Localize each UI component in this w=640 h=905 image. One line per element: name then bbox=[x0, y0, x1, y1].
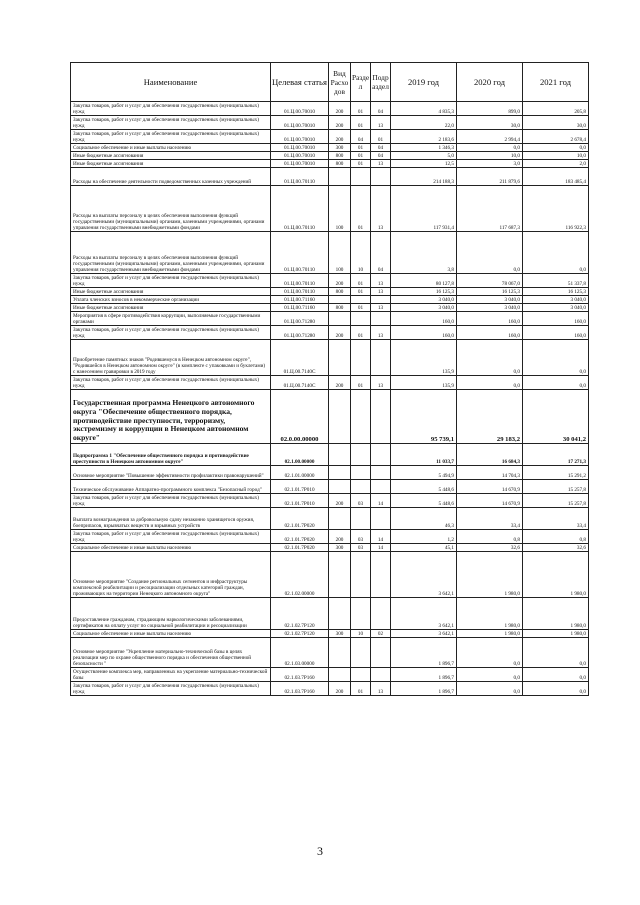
section-cell bbox=[351, 480, 371, 494]
target-article-cell: 02.1.00.00000 bbox=[271, 444, 329, 466]
expense-type-cell bbox=[329, 390, 351, 444]
target-article-cell: 01.Ц.00.70010 bbox=[271, 130, 329, 144]
amount-2019-cell: 214 188,3 bbox=[391, 168, 457, 186]
section-cell bbox=[351, 598, 371, 630]
expense-type-cell: 100 bbox=[329, 186, 351, 232]
section-cell: 01 bbox=[351, 274, 371, 288]
subsection-cell bbox=[371, 552, 391, 598]
amount-2021-cell: 32,6 bbox=[523, 544, 589, 552]
row-name-cell: Иные бюджетные ассигнования bbox=[71, 160, 271, 168]
amount-2019-cell: 4 835,3 bbox=[391, 102, 457, 116]
expense-type-cell: 200 bbox=[329, 102, 351, 116]
amount-2020-cell: 33,4 bbox=[457, 508, 523, 530]
row-name-cell: Закупка товаров, работ и услуг для обеспечения государственных (муниципальных) нужд bbox=[71, 116, 271, 130]
amount-2020-cell: 16 684,3 bbox=[457, 444, 523, 466]
target-article-cell: 02.1.01.7Р010 bbox=[271, 494, 329, 508]
expense-type-cell bbox=[329, 466, 351, 480]
amount-2021-cell: 15 257,8 bbox=[523, 494, 589, 508]
expense-type-cell bbox=[329, 168, 351, 186]
subsection-cell bbox=[371, 296, 391, 304]
amount-2019-cell: 1 896,7 bbox=[391, 668, 457, 682]
expense-type-cell: 200 bbox=[329, 530, 351, 544]
target-article-cell: 01.Ц.00.70110 bbox=[271, 232, 329, 274]
subsection-cell: 13 bbox=[371, 116, 391, 130]
page-number: 3 bbox=[317, 844, 323, 858]
subsection-cell bbox=[371, 638, 391, 668]
subsection-cell bbox=[371, 168, 391, 186]
subsection-cell bbox=[371, 312, 391, 326]
row-name-cell: Основное мероприятие "Повышение эффективности профилактики правонарушений" bbox=[71, 466, 271, 480]
amount-2021-cell: 51 337,8 bbox=[523, 274, 589, 288]
section-cell: 03 bbox=[351, 530, 371, 544]
header-target-article: Целевая статья bbox=[271, 63, 329, 102]
section-cell bbox=[351, 340, 371, 376]
row-name-cell: Закупка товаров, работ и услуг для обеспечения государственных (муниципальных) нужд bbox=[71, 326, 271, 340]
subsection-cell bbox=[371, 390, 391, 444]
subsection-cell: 04 bbox=[371, 102, 391, 116]
target-article-cell: 02.1.02.00000 bbox=[271, 552, 329, 598]
expense-type-cell bbox=[329, 312, 351, 326]
row-name-cell: Основное мероприятие "Создание региональных сегментов и инфраструктуры комплексной реабилитации и ресоциализации отдельных категорий граждан, проживающих на территории Ненецкого автономного округа" bbox=[71, 552, 271, 598]
amount-2019-cell: 11 033,7 bbox=[391, 444, 457, 466]
table-row bbox=[71, 312, 589, 326]
target-article-cell: 02.1.03.00000 bbox=[271, 638, 329, 668]
target-article-cell: 01.Ц.00.71280 bbox=[271, 312, 329, 326]
target-article-cell: 01.Ц.00.70010 bbox=[271, 160, 329, 168]
row-name-cell: Закупка товаров, работ и услуг для обеспечения государственных (муниципальных) нужд bbox=[71, 494, 271, 508]
amount-2021-cell: 16 125,3 bbox=[523, 288, 589, 296]
header-year-2019: 2019 год bbox=[391, 63, 457, 102]
subsection-cell: 13 bbox=[371, 186, 391, 232]
amount-2019-cell: 160,0 bbox=[391, 326, 457, 340]
amount-2020-cell: 160,0 bbox=[457, 326, 523, 340]
section-cell: 04 bbox=[351, 130, 371, 144]
target-article-cell: 02.1.01.7Р020 bbox=[271, 544, 329, 552]
section-cell bbox=[351, 668, 371, 682]
amount-2019-cell: 1,2 bbox=[391, 530, 457, 544]
amount-2020-cell: 1 980,0 bbox=[457, 598, 523, 630]
table-row bbox=[71, 160, 589, 168]
expense-type-cell: 200 bbox=[329, 326, 351, 340]
table-row bbox=[71, 116, 589, 130]
row-name-cell: Приобретение памятных знаков "Родившемуся в Ненецком автономном округе", "Родившейся в Ненецком автономном округе" (в комплекте с упаковками и буклетами) с нанесением гравировки в 2019 году bbox=[71, 340, 271, 376]
amount-2019-cell: 3,8 bbox=[391, 232, 457, 274]
amount-2021-cell: 0,0 bbox=[523, 144, 589, 152]
row-name-cell: Закупка товаров, работ и услуг для обеспечения государственных (муниципальных) нужд bbox=[71, 530, 271, 544]
expense-type-cell bbox=[329, 296, 351, 304]
target-article-cell: 01.Ц.00.70110 bbox=[271, 168, 329, 186]
table-row bbox=[71, 186, 589, 232]
amount-2021-cell: 2,0 bbox=[523, 160, 589, 168]
amount-2019-cell: 3 040,0 bbox=[391, 296, 457, 304]
amount-2021-cell: 0,0 bbox=[523, 232, 589, 274]
amount-2019-cell: 2 183,6 bbox=[391, 130, 457, 144]
amount-2021-cell: 0,0 bbox=[523, 376, 589, 390]
amount-2020-cell: 0,8 bbox=[457, 530, 523, 544]
table-row bbox=[71, 144, 589, 152]
expense-type-cell: 300 bbox=[329, 544, 351, 552]
amount-2021-cell: 205,8 bbox=[523, 102, 589, 116]
table-header bbox=[71, 63, 589, 102]
expense-type-cell: 200 bbox=[329, 494, 351, 508]
target-article-cell: 01.Ц.00.70010 bbox=[271, 102, 329, 116]
target-article-cell: 02.1.02.7Р120 bbox=[271, 598, 329, 630]
expense-type-cell: 300 bbox=[329, 630, 351, 638]
target-article-cell: 01.Ц.00.71160 bbox=[271, 296, 329, 304]
amount-2020-cell: 16 125,3 bbox=[457, 288, 523, 296]
table-row bbox=[71, 638, 589, 668]
subsection-cell: 13 bbox=[371, 288, 391, 296]
section-cell bbox=[351, 168, 371, 186]
subsection-cell: 13 bbox=[371, 274, 391, 288]
section-cell bbox=[351, 312, 371, 326]
amount-2020-cell: 14 670,9 bbox=[457, 480, 523, 494]
row-name-cell: Закупка товаров, работ и услуг для обеспечения государственных (муниципальных) нужд bbox=[71, 130, 271, 144]
amount-2020-cell: 1 980,0 bbox=[457, 630, 523, 638]
amount-2021-cell: 0,0 bbox=[523, 682, 589, 696]
target-article-cell: 01.Ц.00.70110 bbox=[271, 288, 329, 296]
amount-2021-cell: 0,0 bbox=[523, 668, 589, 682]
subsection-cell bbox=[371, 340, 391, 376]
expense-type-cell: 200 bbox=[329, 274, 351, 288]
section-cell bbox=[351, 552, 371, 598]
amount-2021-cell: 15 291,2 bbox=[523, 466, 589, 480]
target-article-cell: 02.0.00.00000 bbox=[271, 390, 329, 444]
subsection-cell bbox=[371, 598, 391, 630]
section-cell bbox=[351, 444, 371, 466]
subsection-cell bbox=[371, 444, 391, 466]
table-row bbox=[71, 390, 589, 444]
target-article-cell: 01.Ц.00.70010 bbox=[271, 116, 329, 130]
row-name-cell: Закупка товаров, работ и услуг для обеспечения государственных (муниципальных) нужд bbox=[71, 102, 271, 116]
amount-2021-cell: 116 922,3 bbox=[523, 186, 589, 232]
amount-2021-cell: 1 980,0 bbox=[523, 552, 589, 598]
amount-2019-cell: 22,0 bbox=[391, 116, 457, 130]
section-cell bbox=[351, 508, 371, 530]
amount-2020-cell: 3 040,0 bbox=[457, 296, 523, 304]
header-year-2020: 2020 год bbox=[457, 63, 523, 102]
row-name-cell: Уплата членских взносов в некоммерческие организации bbox=[71, 296, 271, 304]
amount-2020-cell: 0,0 bbox=[457, 668, 523, 682]
expense-type-cell: 300 bbox=[329, 144, 351, 152]
section-cell: 03 bbox=[351, 544, 371, 552]
expense-type-cell bbox=[329, 668, 351, 682]
amount-2019-cell: 1 896,7 bbox=[391, 682, 457, 696]
amount-2021-cell: 0,0 bbox=[523, 340, 589, 376]
amount-2019-cell: 16 125,3 bbox=[391, 288, 457, 296]
row-name-cell: Иные бюджетные ассигнования bbox=[71, 288, 271, 296]
expense-type-cell: 800 bbox=[329, 304, 351, 312]
table-row bbox=[71, 274, 589, 288]
amount-2019-cell: 3 642,1 bbox=[391, 552, 457, 598]
section-cell: 03 bbox=[351, 494, 371, 508]
subsection-cell: 13 bbox=[371, 326, 391, 340]
row-name-cell: Выплата вознаграждения за добровольную сдачу незаконно хранящегося оружия, боеприпасов, взрывчатых веществ и взрывных устройств bbox=[71, 508, 271, 530]
table-row bbox=[71, 304, 589, 312]
amount-2021-cell: 160,0 bbox=[523, 312, 589, 326]
target-article-cell: 01.Ц.00.70010 bbox=[271, 152, 329, 160]
expense-type-cell: 200 bbox=[329, 682, 351, 696]
row-name-cell: Закупка товаров, работ и услуг для обеспечения государственных (муниципальных) нужд bbox=[71, 376, 271, 390]
row-name-cell: Иные бюджетные ассигнования bbox=[71, 304, 271, 312]
expense-type-cell: 200 bbox=[329, 130, 351, 144]
section-cell: 01 bbox=[351, 304, 371, 312]
amount-2020-cell: 211 879,6 bbox=[457, 168, 523, 186]
amount-2020-cell: 0,0 bbox=[457, 376, 523, 390]
amount-2021-cell: 1 980,0 bbox=[523, 598, 589, 630]
expense-type-cell bbox=[329, 598, 351, 630]
table-row bbox=[71, 444, 589, 466]
amount-2020-cell: 29 183,2 bbox=[457, 390, 523, 444]
amount-2019-cell: 5,0 bbox=[391, 152, 457, 160]
section-cell: 01 bbox=[351, 144, 371, 152]
amount-2020-cell: 78 067,0 bbox=[457, 274, 523, 288]
header-year-2021: 2021 год bbox=[523, 63, 589, 102]
table-row bbox=[71, 466, 589, 480]
section-cell: 01 bbox=[351, 186, 371, 232]
amount-2019-cell: 135,9 bbox=[391, 340, 457, 376]
subsection-cell: 14 bbox=[371, 544, 391, 552]
header-section: Разде л bbox=[351, 63, 371, 102]
table-row bbox=[71, 630, 589, 638]
table-row bbox=[71, 668, 589, 682]
subsection-cell bbox=[371, 668, 391, 682]
target-article-cell: 02.1.03.7Р160 bbox=[271, 682, 329, 696]
section-cell bbox=[351, 390, 371, 444]
amount-2019-cell: 135,9 bbox=[391, 376, 457, 390]
amount-2021-cell: 0,0 bbox=[523, 638, 589, 668]
amount-2020-cell: 3,0 bbox=[457, 160, 523, 168]
expense-type-cell: 200 bbox=[329, 376, 351, 390]
section-cell: 01 bbox=[351, 682, 371, 696]
subsection-cell: 13 bbox=[371, 304, 391, 312]
row-name-cell: Социальное обеспечение и иные выплаты населению bbox=[71, 544, 271, 552]
target-article-cell: 01.Ц.00.70110 bbox=[271, 274, 329, 288]
subsection-cell: 14 bbox=[371, 530, 391, 544]
section-cell: 01 bbox=[351, 102, 371, 116]
amount-2019-cell: 3 642,1 bbox=[391, 598, 457, 630]
table-row bbox=[71, 544, 589, 552]
amount-2021-cell: 10,0 bbox=[523, 152, 589, 160]
table-row bbox=[71, 102, 589, 116]
row-name-cell: Социальное обеспечение и иные выплаты населению bbox=[71, 630, 271, 638]
expense-type-cell: 800 bbox=[329, 288, 351, 296]
table-row bbox=[71, 598, 589, 630]
expense-type-cell bbox=[329, 444, 351, 466]
target-article-cell: 02.1.03.7Р160 bbox=[271, 668, 329, 682]
amount-2019-cell: 1 346,3 bbox=[391, 144, 457, 152]
table-row bbox=[71, 168, 589, 186]
amount-2019-cell: 95 739,1 bbox=[391, 390, 457, 444]
amount-2020-cell: 0,0 bbox=[457, 638, 523, 668]
amount-2020-cell: 32,6 bbox=[457, 544, 523, 552]
table-row bbox=[71, 130, 589, 144]
target-article-cell: 01.Ц.00.7140С bbox=[271, 340, 329, 376]
amount-2021-cell: 0,8 bbox=[523, 530, 589, 544]
amount-2019-cell: 12,5 bbox=[391, 160, 457, 168]
amount-2019-cell: 3 040,0 bbox=[391, 304, 457, 312]
row-name-cell: Техническое обслуживание Аппаратно-программного комплекса "Безопасный город" bbox=[71, 480, 271, 494]
amount-2020-cell: 3 040,0 bbox=[457, 304, 523, 312]
section-cell: 01 bbox=[351, 152, 371, 160]
table-body bbox=[71, 102, 589, 696]
row-name-cell: Мероприятия в сфере противодействия коррупции, выполняемые государственными органами bbox=[71, 312, 271, 326]
amount-2021-cell: 183 485,4 bbox=[523, 168, 589, 186]
amount-2021-cell: 30,0 bbox=[523, 116, 589, 130]
subsection-cell: 13 bbox=[371, 160, 391, 168]
amount-2021-cell: 33,4 bbox=[523, 508, 589, 530]
expense-type-cell bbox=[329, 480, 351, 494]
amount-2020-cell: 160,0 bbox=[457, 312, 523, 326]
section-cell: 01 bbox=[351, 288, 371, 296]
expense-type-cell bbox=[329, 340, 351, 376]
section-cell bbox=[351, 638, 371, 668]
section-cell: 01 bbox=[351, 116, 371, 130]
table-row bbox=[71, 508, 589, 530]
section-cell: 01 bbox=[351, 160, 371, 168]
subsection-cell: 13 bbox=[371, 376, 391, 390]
subsection-cell bbox=[371, 466, 391, 480]
amount-2020-cell: 30,0 bbox=[457, 116, 523, 130]
amount-2019-cell: 160,0 bbox=[391, 312, 457, 326]
amount-2021-cell: 15 257,8 bbox=[523, 480, 589, 494]
target-article-cell: 01.Ц.00.71280 bbox=[271, 326, 329, 340]
table-row bbox=[71, 552, 589, 598]
amount-2021-cell: 17 271,3 bbox=[523, 444, 589, 466]
amount-2020-cell: 0,0 bbox=[457, 340, 523, 376]
subsection-cell: 04 bbox=[371, 144, 391, 152]
amount-2019-cell: 45,1 bbox=[391, 544, 457, 552]
amount-2019-cell: 80 127,8 bbox=[391, 274, 457, 288]
row-name-cell: Основное мероприятие "Укрепление материально-технической базы в целях реализации мер по охране общественного порядка и обеспечения общественной безопасности " bbox=[71, 638, 271, 668]
table-row bbox=[71, 232, 589, 274]
target-article-cell: 01.Ц.00.70010 bbox=[271, 144, 329, 152]
row-name-cell: Расходы на обеспечение деятельности подведомственных казенных учреждений bbox=[71, 168, 271, 186]
row-name-cell: Закупка товаров, работ и услуг для обеспечения государственных (муниципальных) нужд bbox=[71, 274, 271, 288]
amount-2021-cell: 3 040,0 bbox=[523, 304, 589, 312]
section-cell: 01 bbox=[351, 326, 371, 340]
section-cell bbox=[351, 466, 371, 480]
amount-2019-cell: 5 448,6 bbox=[391, 480, 457, 494]
budget-table bbox=[70, 62, 589, 696]
target-article-cell: 02.1.02.7Р120 bbox=[271, 630, 329, 638]
amount-2020-cell: 0,0 bbox=[457, 232, 523, 274]
subsection-cell: 13 bbox=[371, 682, 391, 696]
amount-2021-cell: 30 041,2 bbox=[523, 390, 589, 444]
subsection-cell: 04 bbox=[371, 232, 391, 274]
row-name-cell: Подпрограмма 1 "Обеспечение общественного порядка и противодействие преступности в Ненецком автономном округе" bbox=[71, 444, 271, 466]
table-row bbox=[71, 288, 589, 296]
amount-2020-cell: 14 670,9 bbox=[457, 494, 523, 508]
row-name-cell: Осуществление комплекса мер, направленных на укрепление материально-технической базы bbox=[71, 668, 271, 682]
expense-type-cell bbox=[329, 552, 351, 598]
table-row bbox=[71, 152, 589, 160]
amount-2021-cell: 1 980,0 bbox=[523, 630, 589, 638]
table-row bbox=[71, 480, 589, 494]
expense-type-cell: 800 bbox=[329, 160, 351, 168]
table-row bbox=[71, 340, 589, 376]
row-name-cell: Государственная программа Ненецкого автономного округа "Обеспечение общественного порядка, противодействие преступности, терроризму, экстремизму и коррупции в Ненецком автономном округе" bbox=[71, 390, 271, 444]
table-row bbox=[71, 376, 589, 390]
table-row bbox=[71, 326, 589, 340]
expense-type-cell bbox=[329, 638, 351, 668]
amount-2020-cell: 2 994,4 bbox=[457, 130, 523, 144]
target-article-cell: 01.Ц.00.71160 bbox=[271, 304, 329, 312]
header-subsection: Подр аздел bbox=[371, 63, 391, 102]
target-article-cell: 02.1.01.7Р020 bbox=[271, 508, 329, 530]
target-article-cell: 02.1.01.7Р020 bbox=[271, 530, 329, 544]
amount-2020-cell: 117 687,3 bbox=[457, 186, 523, 232]
amount-2020-cell: 899,0 bbox=[457, 102, 523, 116]
section-cell bbox=[351, 296, 371, 304]
amount-2019-cell: 46,3 bbox=[391, 508, 457, 530]
amount-2020-cell: 14 704,3 bbox=[457, 466, 523, 480]
expense-type-cell bbox=[329, 508, 351, 530]
amount-2021-cell: 2 678,4 bbox=[523, 130, 589, 144]
amount-2019-cell: 3 642,1 bbox=[391, 630, 457, 638]
target-article-cell: 01.Ц.00.70110 bbox=[271, 186, 329, 232]
subsection-cell bbox=[371, 508, 391, 530]
amount-2020-cell: 10,0 bbox=[457, 152, 523, 160]
amount-2019-cell: 117 931,4 bbox=[391, 186, 457, 232]
amount-2021-cell: 3 040,0 bbox=[523, 296, 589, 304]
row-name-cell: Социальное обеспечение и иные выплаты населению bbox=[71, 144, 271, 152]
header-name: Наименование bbox=[71, 63, 271, 102]
target-article-cell: 02.1.01.00000 bbox=[271, 466, 329, 480]
amount-2020-cell: 1 980,0 bbox=[457, 552, 523, 598]
target-article-cell: 02.1.01.7Р010 bbox=[271, 480, 329, 494]
target-article-cell: 01.Ц.00.7140С bbox=[271, 376, 329, 390]
amount-2021-cell: 160,0 bbox=[523, 326, 589, 340]
subsection-cell: 02 bbox=[371, 630, 391, 638]
expense-type-cell: 100 bbox=[329, 232, 351, 274]
amount-2020-cell: 0,0 bbox=[457, 682, 523, 696]
expense-type-cell: 200 bbox=[329, 116, 351, 130]
subsection-cell: 04 bbox=[371, 152, 391, 160]
row-name-cell: Расходы на выплаты персоналу в целях обеспечения выполнения функций государственными (муниципальными) органами, казенными учреждениями, органами управления государственными внебюджетными фондами bbox=[71, 186, 271, 232]
expense-type-cell: 800 bbox=[329, 152, 351, 160]
table-row bbox=[71, 682, 589, 696]
amount-2020-cell: 0,0 bbox=[457, 144, 523, 152]
amount-2019-cell: 5 448,6 bbox=[391, 494, 457, 508]
amount-2019-cell: 1 896,7 bbox=[391, 638, 457, 668]
subsection-cell: 14 bbox=[371, 494, 391, 508]
subsection-cell bbox=[371, 480, 391, 494]
section-cell: 01 bbox=[351, 376, 371, 390]
section-cell: 10 bbox=[351, 630, 371, 638]
header-expense-type: Вид Расхо дов bbox=[329, 63, 351, 102]
table-row bbox=[71, 494, 589, 508]
row-name-cell: Расходы на выплаты персоналу в целях обеспечения выполнения функций государственными (муниципальными) органами, казенными учреждениями, органами управления государственными внебюджетными фондами bbox=[71, 232, 271, 274]
amount-2019-cell: 5 494,9 bbox=[391, 466, 457, 480]
subsection-cell: 01 bbox=[371, 130, 391, 144]
section-cell: 10 bbox=[351, 232, 371, 274]
table-row bbox=[71, 530, 589, 544]
row-name-cell: Иные бюджетные ассигнования bbox=[71, 152, 271, 160]
row-name-cell: Закупка товаров, работ и услуг для обеспечения государственных (муниципальных) нужд bbox=[71, 682, 271, 696]
row-name-cell: Предоставление гражданам, страдающим наркологическими заболеваниями, сертификатов на оплату услуг по социальной реабилитации и ресоциализации bbox=[71, 598, 271, 630]
table-row bbox=[71, 296, 589, 304]
